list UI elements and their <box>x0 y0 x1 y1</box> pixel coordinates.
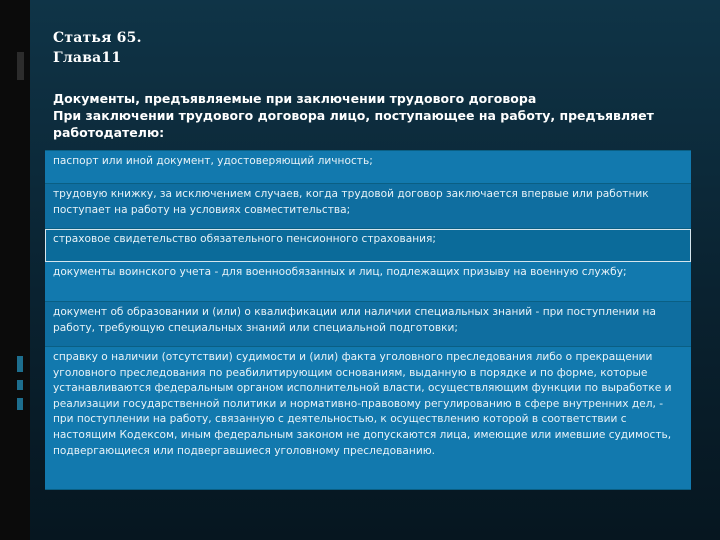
table-row: паспорт или иной документ, удостоверяющий личность; <box>45 151 691 184</box>
decor-mark <box>17 52 24 80</box>
chapter-number: Глава11 <box>53 50 122 66</box>
decor-mark <box>17 356 23 372</box>
decor-mark <box>17 398 23 410</box>
table-row: документ об образовании и (или) о квалификации или наличии специальных знаний - при поступлении на работу, требующую специальных знаний или специальной подготовки; <box>45 302 691 347</box>
table-row: справку о наличии (отсутствии) судимости и (или) факта уголовного преследования либо о прекращении уголовного преследования по реабилитирующим основаниям, выданную в порядке и по форме, которые устанавливаются федеральным органом исполнительной власти, осуществляющим функции по выработке и реализации государственной политики и нормативно-правовому регулированию в сфере внутренних дел, - при поступлении на работу, связанную с деятельностью, к осуществлению которой в соответствии с настоящим Кодексом, иным федеральным законом не допускаются лица, имеющие или имевшие судимость, подвергающиеся или подвергавшиеся уголовному преследованию. <box>45 347 691 490</box>
table-row: трудовую книжку, за исключением случаев, когда трудовой договор заключается впервые или работник поступает на работу на условиях совместительства; <box>45 184 691 229</box>
page-subtitle: При заключении трудового договора лицо, поступающее на работу, предъявляет работодателю: <box>53 108 654 140</box>
page-title: Документы, предъявляемые при заключении трудового договора <box>53 91 537 106</box>
table-row: документы воинского учета - для военнообязанных и лиц, подлежащих призыву на военную службу; <box>45 262 691 302</box>
left-decor-band <box>0 0 30 540</box>
documents-table <box>45 150 691 490</box>
article-number: Статья 65. <box>53 30 142 46</box>
heading-block <box>53 90 683 141</box>
table-row: страховое свидетельство обязательного пенсионного страхования; <box>45 229 691 262</box>
decor-mark <box>17 380 23 390</box>
